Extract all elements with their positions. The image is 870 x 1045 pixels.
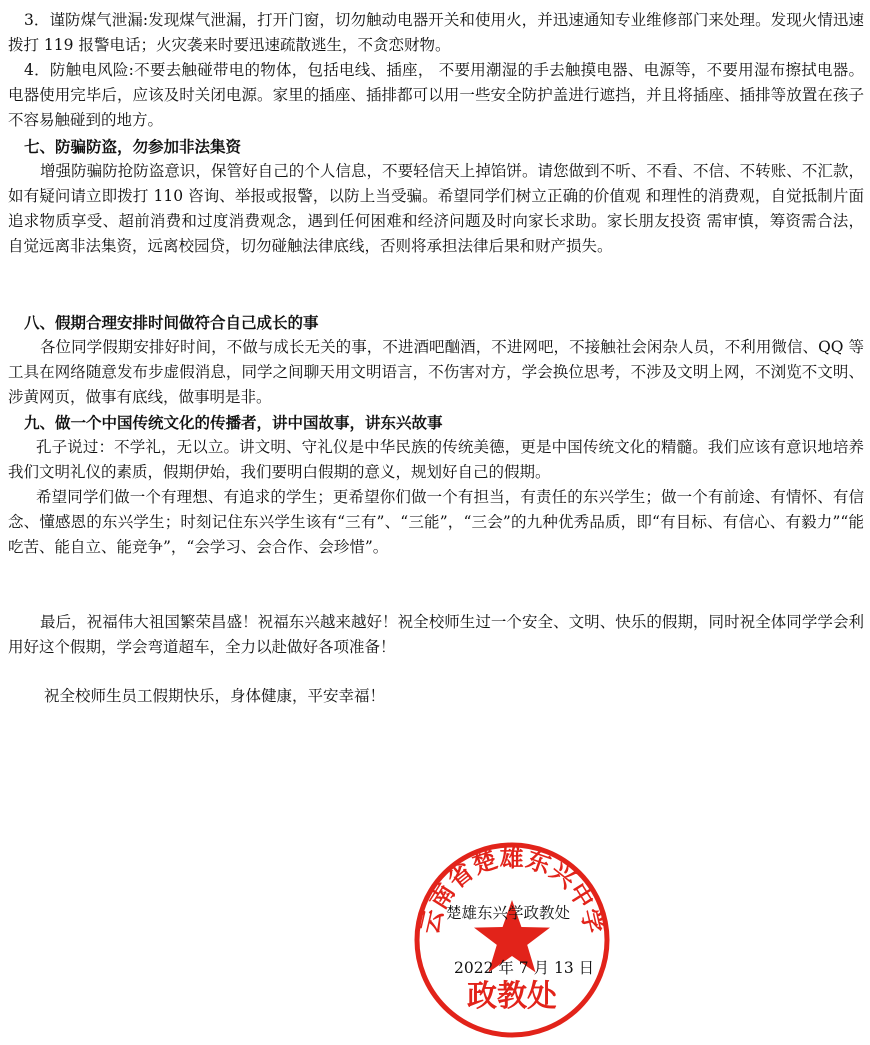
paragraph-closing-wishes: 最后，祝福伟大祖国繁荣昌盛！祝福东兴越来越好！祝全校师生过一个安全、文明、快乐的假期，同时祝全体同学学会利用好这个假期，学会弯道超车，全力以赴做好各项准备！ [8, 613, 864, 656]
heading-section-7: 七、防骗防盗，勿参加非法集资 [24, 137, 242, 156]
seal-ring-text: 云南省楚雄东兴中学 [415, 843, 609, 937]
closing-line: 祝全校师生员工假期快乐，身体健康，平安幸福！ [44, 687, 386, 705]
heading-section-8: 八、假期合理安排时间做符合自己成长的事 [24, 313, 319, 332]
paragraph-section-7: 增强防骗防抢防盗意识，保管好自己的个人信息，不要轻信天上掉馅饼。请您做到不听、不看、不信、不转账、不汇款，如有疑问请立即拨打 110 咨询、举报或报警，以防上当受骗。希望同学们树立正确的价值观 和理性的消费观，自觉抵制片面追求物质享受、超前消费和过度消费观念，遇到任何困难和经济问题及时向家长求助。家长朋友投资 需审慎，筹资需合法，自觉远离非法集资，远离校园贷，切勿碰触法律底线，否则将承担法律后果和财产损失。 [8, 162, 864, 255]
signature-office: 楚雄东兴学政教处 [446, 904, 571, 922]
paragraph-section-9-b: 希望同学们做一个有理想、有追求的学生；更希望你们做一个有担当，有责任的东兴学生；做一个有前途、有情怀、有信念、懂感恩的东兴学生；时刻记住东兴学生该有“三有”、“三能”，“三会”的九种优秀品质，即“有目标、有信心、有毅力”“能吃苦、能自立、能竞争”，“会学习、会合作、会珍惜”。 [8, 488, 864, 556]
signature-date: 2022 年 7 月 13 日 [454, 959, 595, 977]
seal-center-text: 政教处 [467, 979, 557, 1014]
heading-section-9: 九、做一个中国传统文化的传播者，讲中国故事，讲东兴故事 [24, 413, 443, 432]
official-seal-stamp [412, 840, 612, 1040]
paragraph-electric-shock: 4．防触电风险:不要去触碰带电的物体，包括电线、插座， 不要用潮湿的手去触摸电器、电源等，不要用湿布擦拭电器。电器使用完毕后，应该及时关闭电源。家里的插座、插排都可以用一些安全防护盖进行遮挡，并且将插座、插排等放置在孩子不容易触碰到的地方。 [8, 61, 864, 129]
paragraph-section-8: 各位同学假期安排好时间，不做与成长无关的事，不进酒吧酗酒，不进网吧，不接触社会闲杂人员，不利用微信、QQ 等工具在网络随意发布步虚假消息，同学之间聊天用文明语言，不伤害对方，学会换位思考，不涉及文明上网，不浏览不文明、涉黄网页，做事有底线，做事明是非。 [8, 338, 864, 406]
paragraph-section-9-a: 孔子说过：不学礼，无以立。讲文明、守礼仪是中华民族的传统美德，更是中国传统文化的精髓。我们应该有意识地培养我们文明礼仪的素质，假期伊始，我们要明白假期的意义，规划好自己的假期。 [8, 438, 864, 481]
paragraph-gas-leak: 3．谨防煤气泄漏:发现煤气泄漏，打开门窗，切勿触动电器开关和使用火，并迅速通知专业维修部门来处理。发现火情迅速拨打 119 报警电话；火灾袭来时要迅速疏散逃生，不贪恋财物。 [8, 11, 864, 54]
